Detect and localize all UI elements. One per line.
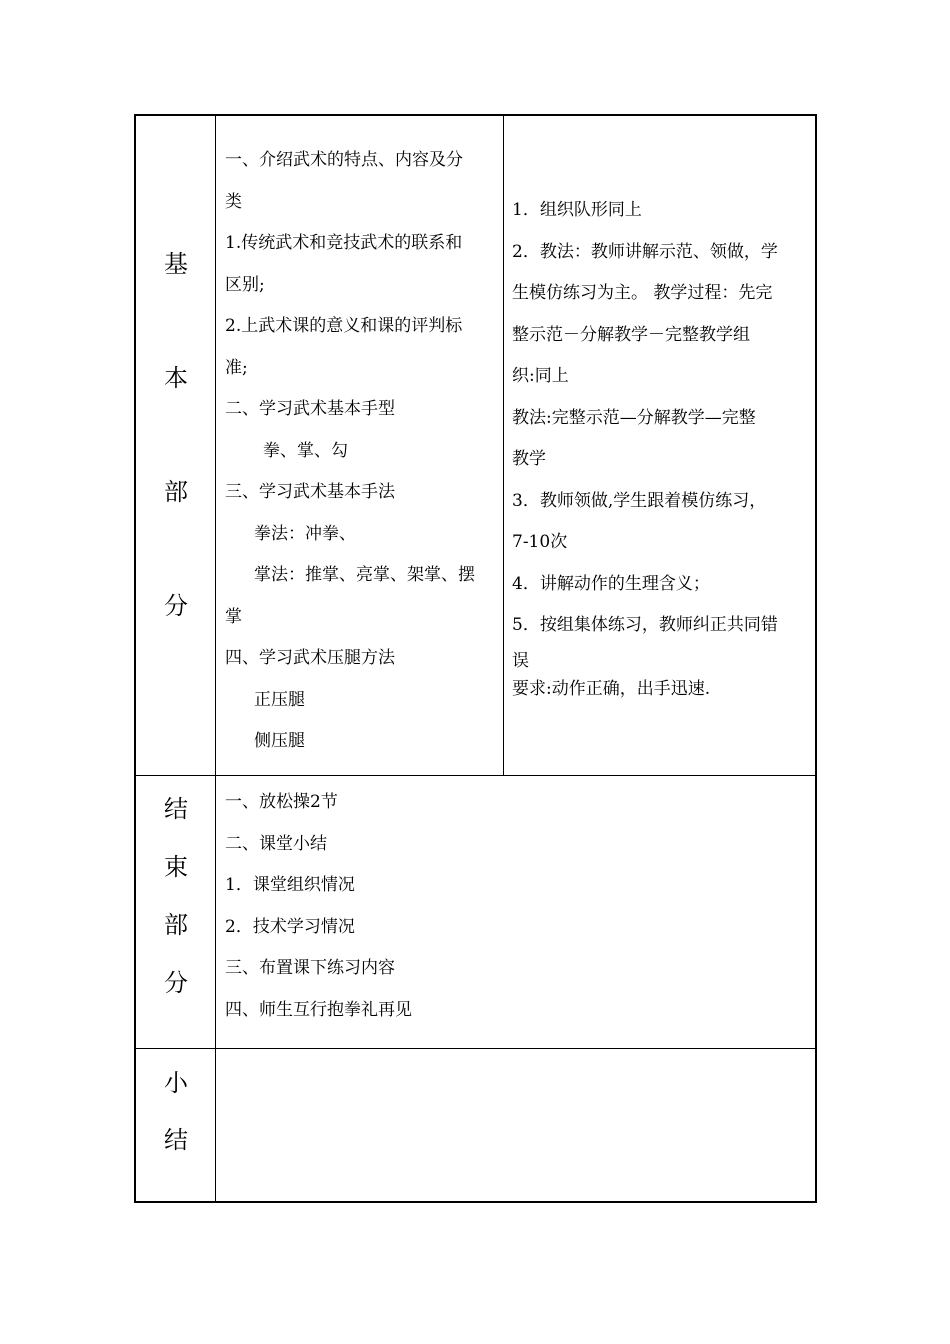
label-char: 分 [164,592,188,620]
method-line: 3．教师领做,学生跟着模仿练习， [512,490,767,511]
content-line: 掌 [225,606,242,627]
method-line: 教法:完整示范—分解教学—完整 [512,407,756,428]
content-line: 区别; [225,274,265,295]
ending-section-label [136,776,216,1048]
summary-section-label [136,1049,216,1201]
method-line: 织:同上 [512,366,569,386]
content-line: 侧压腿 [254,731,305,751]
basic-content [225,140,475,763]
label-char: 结 [164,795,188,823]
label-char: 本 [164,364,188,392]
ending-content [225,782,412,1031]
row-divider-ending-summary [136,1048,815,1049]
content-line: 二、课堂小结 [225,833,327,854]
basic-method [512,190,778,703]
label-char: 小 [164,1069,188,1097]
content-line: 一、介绍武术的特点、内容及分 [225,150,463,170]
content-line: 1.传统武术和竞技武术的联系和 [225,233,463,253]
content-line: 准; [225,357,248,378]
content-line: 2．技术学习情况 [225,916,355,937]
method-line: 教学 [512,449,546,469]
method-line: 1．组织队形同上 [512,200,642,220]
content-line: 类 [225,191,242,212]
method-line: 5．按组集体练习，教师纠正共同错 [512,615,778,635]
content-line: 四、学习武术压腿方法 [225,648,395,668]
label-char: 部 [164,478,188,506]
method-line: 要求:动作正确，出手迅速. [512,678,711,699]
label-char: 结 [164,1126,188,1154]
content-line: 一、放松操2节 [225,792,338,812]
method-line: 生模仿练习为主。 教学过程：先完 [512,283,773,303]
content-line: 三、学习武术基本手法 [225,482,395,502]
label-char: 基 [164,250,188,278]
method-line: 2．教法：教师讲解示范、领做，学 [512,241,778,262]
method-line: 4．讲解动作的生理含义； [512,573,710,594]
content-line: 掌法：推掌、亮掌、架掌、摆 [254,565,475,585]
method-line: 7-10次 [512,532,568,552]
label-char: 束 [164,853,188,881]
label-char: 部 [164,911,188,939]
content-line: 四、师生互行抱拳礼再见 [225,999,412,1020]
content-line: 1．课堂组织情况 [225,875,355,895]
method-line: 整示范－分解教学－完整教学组 [512,324,750,345]
content-line: 拳法：冲拳、 [254,523,356,544]
method-line: 误 [512,650,529,671]
basic-section-label [136,116,216,775]
content-line: 三、布置课下练习内容 [225,958,395,978]
content-line: 拳、掌、勾 [263,440,348,461]
label-char: 分 [164,969,188,997]
summary-content [225,1061,805,1191]
content-line: 二、学习武术基本手型 [225,399,395,419]
row-divider-basic-ending [136,775,815,776]
content-line: 正压腿 [254,689,305,710]
method-column-divider [503,116,504,776]
content-line: 2.上武术课的意义和课的评判标 [225,316,463,336]
lesson-plan-table [134,114,817,1203]
